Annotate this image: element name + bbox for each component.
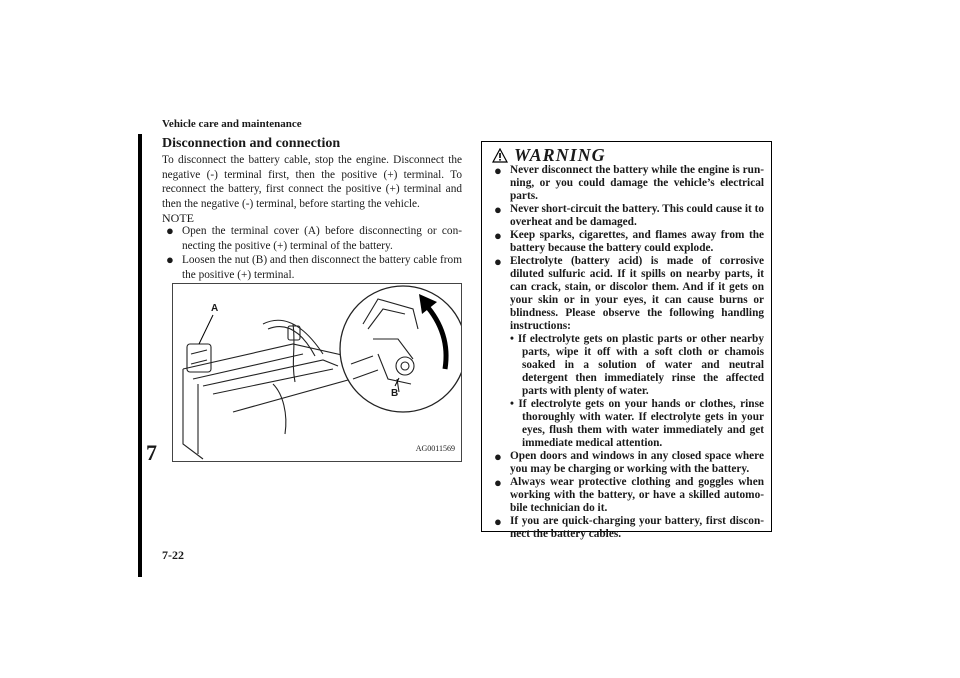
bullet-icon: ● [494,514,502,529]
figure-id: AG0011569 [415,444,455,453]
figure-label-a: A [211,303,219,314]
warning-subitem: • If electrolyte gets on your hands or clothes, rinse thoroughly with water. If electrolyte gets in your eyes, flush them with water immediately and get immediate medical attention. [510,398,764,449]
running-header: Vehicle care and maintenance [162,118,302,130]
chapter-number: 7 [146,440,157,465]
warning-item-text: Never disconnect the battery while the engine is run-ning, or you could damage the vehicle’s electrical parts. [510,164,764,202]
warning-title: WARNING [514,144,606,165]
warning-item-text: Electrolyte (battery acid) is made of corrosive diluted sulfuric acid. If it spills on nearby parts, it can crack, stain, or discolor them. And if it gets on your skin or in your eyes, it can cause burns or blindness. Please observe the following handling instructions: [510,255,764,332]
warning-item-text: Keep sparks, cigarettes, and flames away from the battery because the battery could explode. [510,229,764,254]
battery-terminal-figure [172,283,462,462]
warning-item-text: Always wear protective clothing and goggles when working with the battery, or have a skilled automo-bile technician do it. [510,476,764,514]
warning-subitem: • If electrolyte gets on plastic parts or other nearby parts, wipe it off with a soft cloth or chamois soaked in a solution of water and neutral detergent then immediately rinse the affected parts with plenty of water. [510,333,764,397]
bullet-icon: ● [494,254,502,269]
warning-header [492,144,606,166]
warning-item-text: Never short-circuit the battery. This could cause it to overheat and be damaged. [510,203,764,228]
chapter-side-rule [138,134,142,577]
warning-item-text: If you are quick-charging your battery, first discon-nect the battery cables. [510,515,764,540]
warning-list [490,164,764,541]
warning-item [490,255,764,450]
bullet-icon: ● [494,228,502,243]
bullet-icon: ● [494,475,502,490]
bullet-icon: ● [494,202,502,217]
figure-label-b: B [391,388,399,399]
warning-box [481,141,772,540]
warning-item [490,450,764,476]
note-item-text: Open the terminal cover (A) before disconnecting or con-necting the positive (+) terminal of the battery. [182,225,462,252]
note-item-text: Loosen the nut (B) and then disconnect the battery cable from the positive (+) terminal. [182,254,462,281]
warning-item [490,164,764,203]
warning-item [490,476,764,515]
note-list [162,224,462,282]
page-number: 7-22 [162,548,184,562]
note-item [162,253,462,282]
section-title: Disconnection and connection [162,136,341,151]
warning-item [490,229,764,255]
warning-item [490,515,764,541]
warning-item [490,203,764,229]
section-intro: To disconnect the battery cable, stop the engine. Disconnect the negative (-) terminal first, then the positive (+) terminal. To reconnect the battery, first connect the positive (+) terminal and then the negative (-) terminal, before starting the vehicle. [162,154,462,210]
warning-triangle-icon [492,148,508,163]
bullet-icon: ● [166,252,174,268]
bullet-icon: ● [494,163,502,178]
note-label: NOTE [162,211,194,225]
bullet-icon: ● [494,449,502,464]
note-item [162,224,462,253]
warning-item-text: Open doors and windows in any closed space where you may be charging or working with the battery. [510,450,764,475]
bullet-icon: ● [166,223,174,238]
